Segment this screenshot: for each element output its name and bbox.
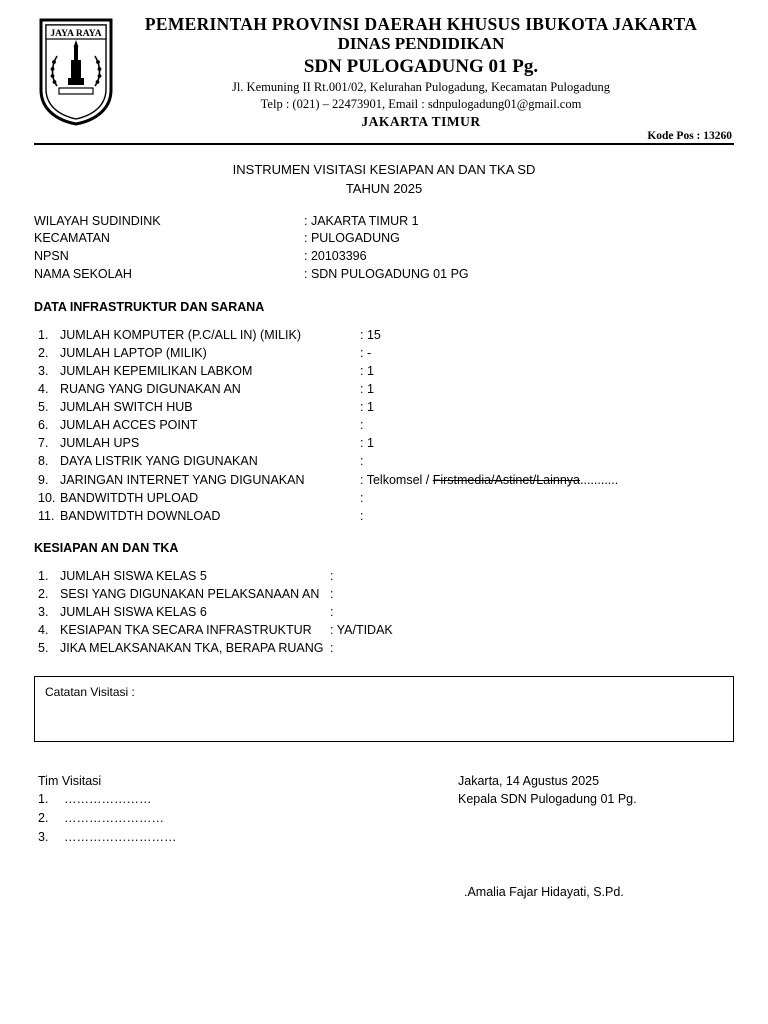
item-label: JUMLAH UPS [60,436,140,451]
list-item [34,416,734,434]
identity-label: NPSN [34,249,69,264]
section-heading-infrastruktur: DATA INFRASTRUKTUR DAN SARANA [34,299,265,314]
item-label: BANDWITDTH UPLOAD [60,490,199,505]
list-item [34,567,734,585]
visitation-team-label: Tim Visitasi [38,773,102,788]
identity-value: : 20103396 [304,249,367,264]
item-value: : [330,568,334,583]
identity-label: KECAMATAN [34,231,110,246]
team-line-dots: ………………… [64,792,152,807]
item-value: : [360,508,364,523]
identity-value: : SDN PULOGADUNG 01 PG [304,266,469,281]
item-label: SESI YANG DIGUNAKAN PELAKSANAAN AN [60,587,320,602]
list-item [34,603,734,621]
letterhead-text [118,14,734,132]
item-index: 4. [38,623,49,638]
section-heading-kesiapan: KESIAPAN AN DAN TKA [34,540,179,555]
item-label: DAYA LISTRIK YANG DIGUNAKAN [60,454,258,469]
team-line [38,828,458,847]
item-label: JUMLAH ACCES POINT [60,418,198,433]
item-index: 8. [38,454,49,469]
internet-provider-trailing-dots: ........... [580,472,619,487]
visitation-notes-box[interactable] [34,676,734,742]
list-item [34,362,734,380]
document-title-line2: TAHUN 2025 [345,180,423,196]
item-label: JUMLAH KEPEMILIKAN LABKOM [60,363,253,378]
item-index: 3. [38,605,49,620]
item-value: : 15 [360,327,381,342]
svg-text:JAYA RAYA: JAYA RAYA [50,29,102,39]
item-index: 5. [38,400,49,415]
department-name: DINAS PENDIDIKAN [337,34,505,54]
visitation-notes-label: Catatan Visitasi : [45,684,135,699]
item-value: : 1 [360,400,374,415]
province-name: PEMERINTAH PROVINSI DAERAH KHUSUS IBUKOTA JAKARTA [144,14,698,34]
item-value: : [330,641,334,656]
school-name: SDN PULOGADUNG 01 Pg. [303,55,539,77]
school-contact: Telp : (021) – 22473901, Email : sdnpulogadung01@gmail.com [260,97,582,112]
item-index: 11. [38,508,55,523]
identity-row [34,248,734,266]
signature-place-date: Jakarta, 14 Agustus 2025 [458,773,600,788]
item-index: 1. [38,327,49,342]
item-value: : [360,490,364,505]
list-item-internet [34,471,734,489]
identity-value: : PULOGADUNG [304,231,400,246]
signature-role: Kepala SDN Pulogadung 01 Pg. [458,792,637,807]
team-line-dots: ……………………… [64,829,177,844]
identity-row [34,266,734,284]
team-line-index: 1. [38,792,49,807]
identity-row [34,213,734,231]
item-index: 5. [38,641,49,656]
item-label: JIKA MELAKSANAKAN TKA, BERAPA RUANG [60,641,324,656]
item-value: : [360,418,364,433]
item-label: KESIAPAN TKA SECARA INFRASTRUKTUR [60,623,312,638]
document-title [34,161,734,199]
document-title-line1: INSTRUMEN VISITASI KESIAPAN AN DAN TKA SD [232,161,536,177]
letterhead [34,14,734,134]
identity-label: WILAYAH SUDINDINK [34,213,161,228]
team-line-dots: …………………… [64,811,164,826]
internet-provider-struck: Firstmedia/Astinet/Lainnya [432,472,581,487]
identity-value: : JAKARTA TIMUR 1 [304,213,419,228]
letterhead-divider [34,143,734,145]
list-item [34,621,734,639]
list-item [34,398,734,416]
team-line [38,790,458,809]
item-index: 2. [38,587,49,602]
postal-code: Kode Pos : 13260 [647,129,732,142]
item-index: 3. [38,363,49,378]
item-value: : [330,605,334,620]
item-index: 9. [38,472,49,487]
list-item [34,507,734,525]
signature-block [34,772,734,902]
signature-name: .Amalia Fajar Hidayati, S.Pd. [464,885,624,900]
team-line [38,809,458,828]
team-line-index: 2. [38,811,49,826]
item-value: : [330,587,334,602]
item-index: 6. [38,418,49,433]
item-value: : [360,454,364,469]
item-label: JUMLAH KOMPUTER (P.C/ALL IN) (MILIK) [60,327,302,342]
list-item [34,380,734,398]
list-item [34,326,734,344]
team-line-index: 3. [38,829,49,844]
item-label: BANDWITDTH DOWNLOAD [60,508,221,523]
list-item [34,452,734,470]
item-label: JUMLAH SWITCH HUB [60,400,193,415]
item-label: JUMLAH LAPTOP (MILIK) [60,345,207,360]
item-value: : - [360,345,372,360]
list-item [34,489,734,507]
kesiapan-list [34,567,734,658]
item-value: : 1 [360,363,374,378]
list-item [34,639,734,657]
school-address: Jl. Kemuning II Rt.001/02, Kelurahan Pulogadung, Kecamatan Pulogadung [231,80,611,95]
item-label: JARINGAN INTERNET YANG DIGUNAKAN [60,472,305,487]
item-value [360,471,734,489]
item-index: 7. [38,436,49,451]
item-value: : 1 [360,436,374,451]
item-index: 2. [38,345,49,360]
infrastruktur-list [34,326,734,525]
item-index: 4. [38,381,49,396]
identity-row [34,230,734,248]
visitation-team [34,772,458,902]
identity-block [34,213,734,284]
list-item [34,434,734,452]
list-item [34,344,734,362]
item-value: : 1 [360,381,374,396]
item-index: 10. [38,490,56,505]
item-label: RUANG YANG DIGUNAKAN AN [60,381,241,396]
list-item [34,585,734,603]
jakarta-crest-logo [34,14,118,128]
identity-label: NAMA SEKOLAH [34,266,132,281]
principal-signature [458,772,734,902]
school-region: JAKARTA TIMUR [361,113,481,129]
item-value: : YA/TIDAK [330,623,393,638]
item-label: JUMLAH SISWA KELAS 5 [60,568,207,583]
item-label: JUMLAH SISWA KELAS 6 [60,605,207,620]
item-index: 1. [38,568,49,583]
internet-provider-selected: : Telkomsel / [360,472,433,487]
